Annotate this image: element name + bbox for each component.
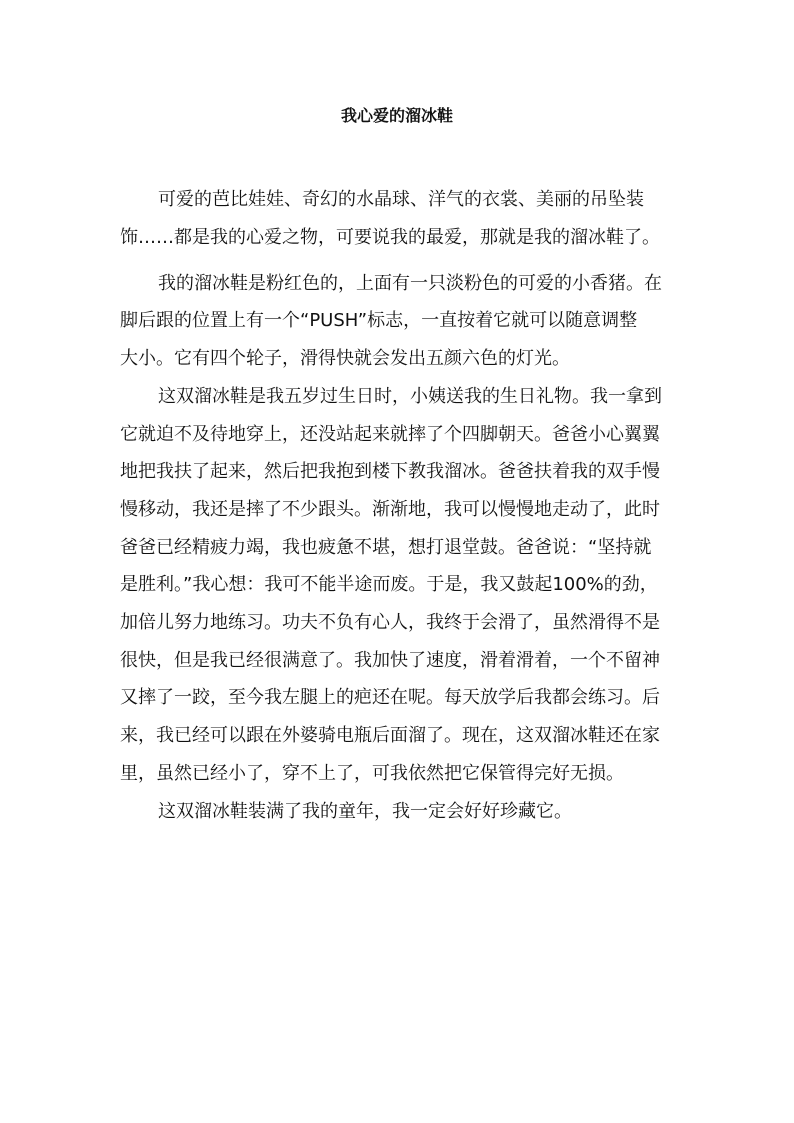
paragraph-line: 慢移动，我还是摔了不少跟头。渐渐地，我可以慢慢地走动了，此时	[120, 499, 660, 520]
paragraph-line: 地把我扶了起来，然后把我抱到楼下教我溜冰。爸爸扶着我的双手慢	[120, 461, 660, 482]
paragraph-line: 很快，但是我已经很满意了。我加快了速度，滑着滑着，一个不留神	[120, 650, 660, 671]
paragraph-line: 饰……都是我的心爱之物，可要说我的最爱，那就是我的溜冰鞋了。	[120, 227, 660, 248]
paragraph-line: 又摔了一跤，至今我左腿上的疤还在呢。每天放学后我都会练习。后	[120, 687, 660, 708]
paragraph-line: 它就迫不及待地穿上，还没站起来就摔了个四脚朝天。爸爸小心翼翼	[120, 424, 660, 445]
document-title: 我心爱的溜冰鞋	[340, 106, 453, 125]
paragraph-line: 我的溜冰鞋是粉红色的，上面有一只淡粉色的可爱的小香猪。在	[158, 273, 662, 294]
paragraph-line: 里，虽然已经小了，穿不上了，可我依然把它保管得完好无损。	[120, 763, 624, 784]
paragraph-line: 爸爸已经精疲力竭，我也疲惫不堪，想打退堂鼓。爸爸说：“坚持就	[120, 537, 652, 558]
paragraph-line: 这双溜冰鞋装满了我的童年，我一定会好好珍藏它。	[158, 801, 572, 822]
paragraph-line: 加倍儿努力地练习。功夫不负有心人，我终于会滑了，虽然滑得不是	[120, 612, 660, 633]
paragraph-line: 可爱的芭比娃娃、奇幻的水晶球、洋气的衣裳、美丽的吊坠装	[158, 189, 644, 210]
paragraph-line: 大小。它有四个轮子，滑得快就会发出五颜六色的灯光。	[120, 348, 570, 369]
paragraph-line: 脚后跟的位置上有一个“PUSH”标志，一直按着它就可以随意调整	[120, 310, 638, 331]
paragraph-line: 这双溜冰鞋是我五岁过生日时，小姨送我的生日礼物。我一拿到	[158, 386, 662, 407]
paragraph-line: 是胜利。”我心想：我可不能半途而废。于是，我又鼓起100%的劲，	[120, 574, 658, 595]
paragraph-line: 来，我已经可以跟在外婆骑电瓶后面溜了。现在，这双溜冰鞋还在家	[120, 725, 660, 746]
